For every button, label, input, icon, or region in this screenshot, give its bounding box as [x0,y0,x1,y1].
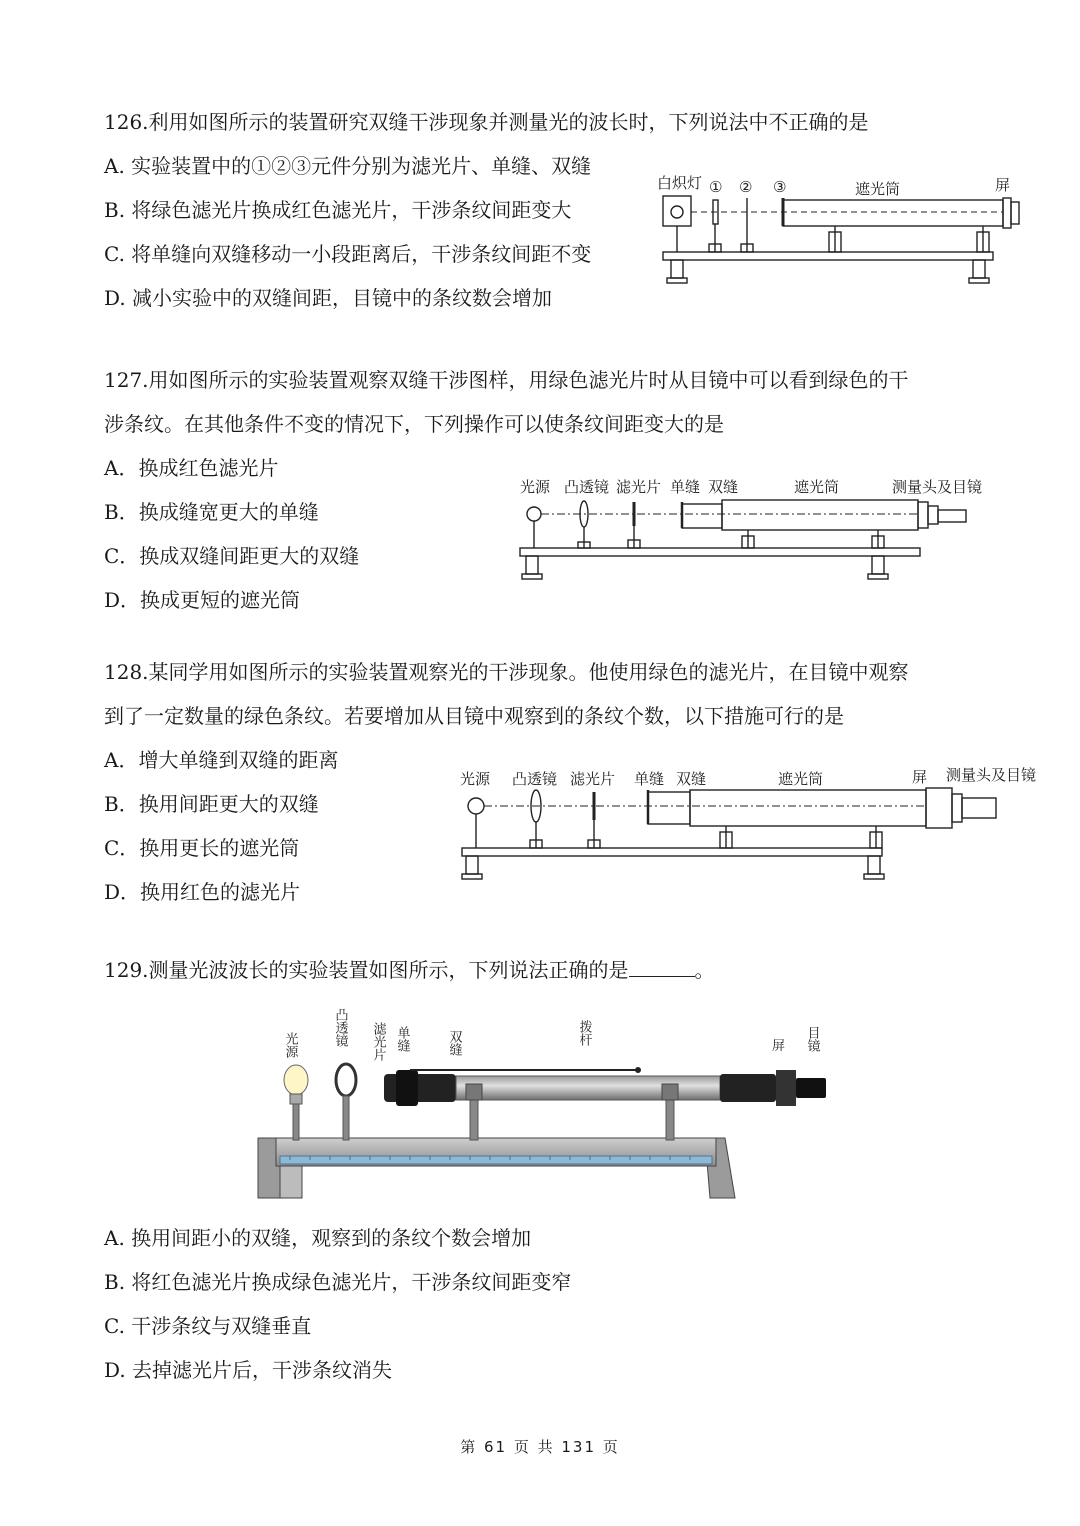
label-tube: 遮光筒 [778,770,824,788]
option-b: B．换用间距更大的双缝 [104,792,319,816]
figure-126-apparatus [655,172,1035,292]
label-tube: 遮光筒 [855,180,901,198]
label-light-source: 光源 [520,478,551,496]
label-screen: 屏 [995,176,1011,194]
label-eyepiece: 测量头及目镜 [946,766,1037,784]
label-tube: 遮光筒 [794,478,840,496]
option-c: C．换用更长的遮光筒 [104,836,300,860]
label-screen: 屏 [772,1039,786,1054]
question-129-options [104,1216,571,1392]
label-2: ② [739,178,753,196]
question-stem-text: 129.测量光波波长的实验装置如图所示，下列说法正确的是 [104,958,629,982]
question-stem-line-1: 127.用如图所示的实验装置观察双缝干涉图样，用绿色滤光片时从目镜中可以看到绿色的干 [104,368,909,392]
figure-129-apparatus [250,998,840,1208]
question-stem-line-2: 到了一定数量的绿色条纹。若要增加从目镜中观察到的条纹个数，以下措施可行的是 [104,704,844,728]
option-c: C. 将单缝向双缝移动一小段距离后，干涉条纹间距不变 [104,242,592,266]
option-a: A. 换用间距小的双缝，观察到的条纹个数会增加 [104,1226,532,1250]
figure-127-apparatus [512,474,1002,584]
label-single-slit: 单缝 [670,478,701,496]
question-stem-line-2: 涉条纹。在其他条件不变的情况下，下列操作可以使条纹间距变大的是 [104,412,724,436]
label-single-slit: 单缝 [394,1026,410,1052]
option-d: D. 去掉滤光片后，干涉条纹消失 [104,1358,393,1382]
label-screen: 屏 [912,768,928,786]
label-convex-lens: 凸透镜 [564,478,610,496]
label-filter: 滤光片 [370,1022,386,1061]
label-double-slit: 双缝 [708,478,739,496]
question-stem: 126.利用如图所示的装置研究双缝干涉现象并测量光的波长时，下列说法中不正确的是 [104,110,869,134]
option-d: D. 减小实验中的双缝间距，目镜中的条纹数会增加 [104,286,553,310]
label-1: ① [709,178,723,196]
option-d: D．换成更短的遮光筒 [104,588,301,612]
question-stem [104,948,715,992]
option-a: A．增大单缝到双缝的距离 [104,748,339,772]
label-eyepiece: 目镜 [804,1026,820,1052]
option-b: B. 将绿色滤光片换成红色滤光片，干涉条纹间距变大 [104,198,572,222]
question-129 [104,948,715,992]
option-d: D．换用红色的滤光片 [104,880,301,904]
question-stem-end: 。 [694,958,715,982]
label-3: ③ [773,178,787,196]
label-lever: 拨杆 [576,1020,592,1046]
label-double-slit: 双缝 [446,1030,462,1056]
answer-blank [629,958,695,977]
figure-128-apparatus [456,762,1056,888]
label-convex-lens: 凸透镜 [512,770,558,788]
option-b: B. 将红色滤光片换成绿色滤光片，干涉条纹间距变窄 [104,1270,572,1294]
question-stem-line-1: 128.某同学用如图所示的实验装置观察光的干涉现象。他使用绿色的滤光片，在目镜中观察 [104,660,909,684]
label-double-slit: 双缝 [676,770,707,788]
option-a: A．换成红色滤光片 [104,456,279,480]
label-lamp: 白炽灯 [657,174,703,192]
option-c: C. 干涉条纹与双缝垂直 [104,1314,312,1338]
label-filter: 滤光片 [570,770,616,788]
option-c: C．换成双缝间距更大的双缝 [104,544,360,568]
option-b: B．换成缝宽更大的单缝 [104,500,319,524]
label-filter: 滤光片 [616,478,662,496]
label-light-source: 光源 [282,1032,298,1058]
label-light-source: 光源 [460,770,491,788]
option-a: A. 实验装置中的①②③元件分别为滤光片、单缝、双缝 [104,154,592,178]
label-eyepiece: 测量头及目镜 [892,478,983,496]
label-single-slit: 单缝 [634,770,665,788]
label-convex-lens: 凸透镜 [332,1008,348,1047]
page-footer: 第 61 页 共 131 页 [460,1438,620,1456]
